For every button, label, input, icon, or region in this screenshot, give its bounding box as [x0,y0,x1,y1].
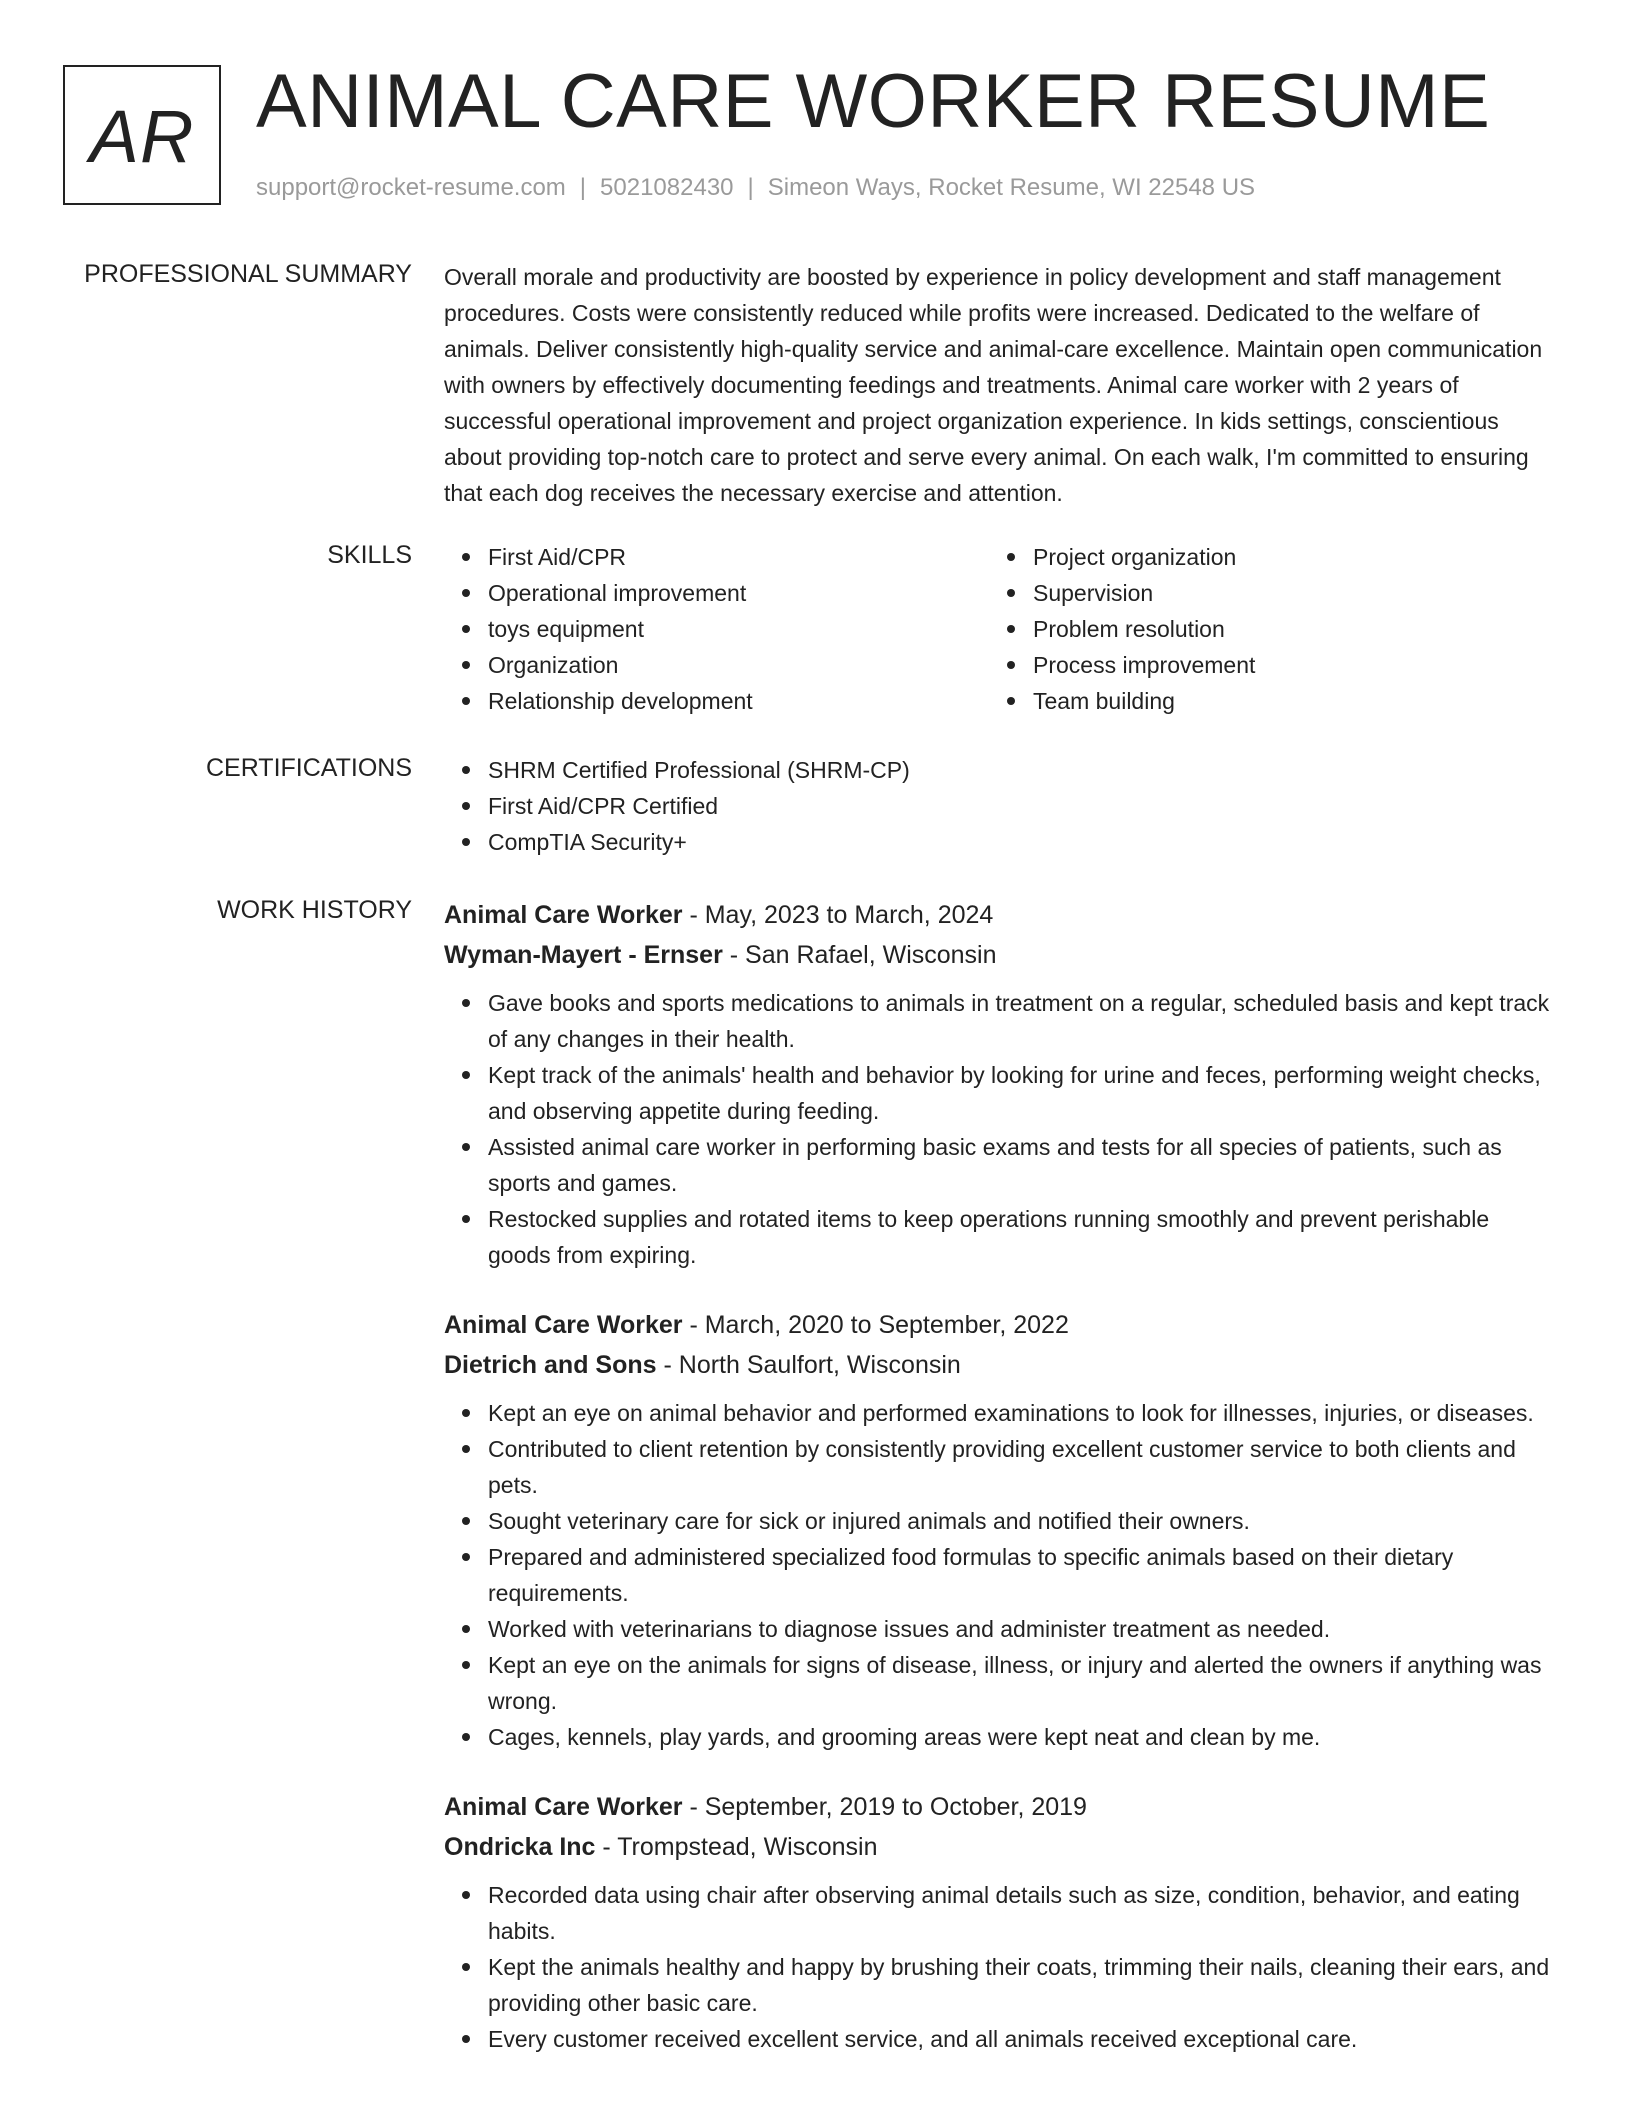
contact-address: Simeon Ways, Rocket Resume, WI 22548 US [767,174,1256,201]
job-title-line [444,1305,1556,1345]
skills-heading: SKILLS [327,541,412,569]
skill-item: Team building [1033,683,1534,719]
certifications-heading: CERTIFICATIONS [205,754,412,782]
skills-section [444,539,1556,719]
job-company-line [444,1345,1556,1385]
contact-separator: | [747,174,754,201]
job-dates: - September, 2019 to October, 2019 [682,1793,1087,1821]
certification-item: CompTIA Security+ [488,824,1556,860]
job-location: - Trompstead, Wisconsin [595,1833,878,1861]
job-bullet: Worked with veterinarians to diagnose issues and administer treatment as needed. [488,1611,1556,1647]
skills-column-left [444,539,989,719]
job-location: - North Saulfort, Wisconsin [656,1351,961,1379]
skill-item: Project organization [1033,539,1534,575]
job-bullet: Every customer received excellent service, and all animals received exceptional care. [488,2021,1556,2057]
job-location: - San Rafael, Wisconsin [722,941,997,969]
skill-item: First Aid/CPR [488,539,989,575]
job-dates: - May, 2023 to March, 2024 [682,901,994,929]
job-title-line [444,895,1556,935]
work-history-heading: WORK HISTORY [217,896,412,924]
job-bullet: Prepared and administered specialized food formulas to specific animals based on their dietary requirements. [488,1539,1556,1611]
job-entry [444,895,1556,1273]
job-bullet: Cages, kennels, play yards, and grooming areas were kept neat and clean by me. [488,1719,1556,1755]
job-bullet: Kept the animals healthy and happy by brushing their coats, trimming their nails, cleaning their ears, and providing other basic care. [488,1949,1556,2021]
job-bullet: Contributed to client retention by consistently providing excellent customer service to both clients and pets. [488,1431,1556,1503]
job-bullets [444,1395,1556,1755]
job-entry [444,1787,1556,2057]
contact-phone: 5021082430 [600,174,734,201]
job-bullet: Gave books and sports medications to animals in treatment on a regular, scheduled basis and kept track of any changes in their health. [488,985,1556,1057]
job-company-line [444,1827,1556,1867]
job-bullets [444,1877,1556,2057]
job-bullet: Recorded data using chair after observing animal details such as size, condition, behavior, and eating habits. [488,1877,1556,1949]
skill-item: Operational improvement [488,575,989,611]
job-bullet: Kept an eye on the animals for signs of disease, illness, or injury and alerted the owners if anything was wrong. [488,1647,1556,1719]
job-title: Animal Care Worker [444,901,683,929]
summary-heading: PROFESSIONAL SUMMARY [84,260,412,288]
certification-item: First Aid/CPR Certified [488,788,1556,824]
resume-title: ANIMAL CARE WORKER RESUME [256,59,1491,144]
job-dates: - March, 2020 to September, 2022 [682,1311,1069,1339]
skill-item: Process improvement [1033,647,1534,683]
job-title: Animal Care Worker [444,1311,683,1339]
summary-section [444,259,1556,511]
job-company: Ondricka Inc [444,1833,596,1861]
job-company-line [444,935,1556,975]
job-bullet: Kept an eye on animal behavior and performed examinations to look for illnesses, injuries, or diseases. [488,1395,1556,1431]
skill-item: Problem resolution [1033,611,1534,647]
job-entry [444,1305,1556,1755]
job-bullet: Restocked supplies and rotated items to keep operations running smoothly and prevent perishable goods from expiring. [488,1201,1556,1273]
contact-line [256,174,1255,202]
skill-item: Organization [488,647,989,683]
skills-list-right [989,539,1534,719]
job-company: Wyman-Mayert - Ernser [444,941,723,969]
contact-separator: | [579,174,587,201]
certifications-list [444,752,1556,860]
contact-email: support@rocket-resume.com [256,174,566,201]
job-bullet: Kept track of the animals' health and behavior by looking for urine and feces, performing weight checks, and observing appetite during feeding. [488,1057,1556,1129]
monogram-initials: AR [89,94,195,178]
monogram-box [63,65,221,205]
skill-item: Relationship development [488,683,989,719]
certification-item: SHRM Certified Professional (SHRM-CP) [488,752,1556,788]
skill-item: toys equipment [488,611,989,647]
skills-column-right [989,539,1534,719]
certifications-section [444,752,1556,860]
job-bullet: Assisted animal care worker in performing basic exams and tests for all species of patients, such as sports and games. [488,1129,1556,1201]
job-bullets [444,985,1556,1273]
job-bullet: Sought veterinary care for sick or injured animals and notified their owners. [488,1503,1556,1539]
job-title-line [444,1787,1556,1827]
job-company: Dietrich and Sons [444,1351,657,1379]
skills-grid [444,539,1556,719]
work-history-section [444,895,1556,2089]
summary-text: Overall morale and productivity are boosted by experience in policy development and staff management procedures. Costs were consistently reduced while profits were increased. Dedicated to the welfare of animals. Deliver consistently high-quality service and animal-care excellence. Maintain open communication with owners by effectively documenting feedings and treatments. Animal care worker with 2 years of successful operational improvement and project organization experience. In kids settings, conscientious about providing top-notch care to protect and serve every animal. On each walk, I'm committed to ensuring that each dog receives the necessary exercise and attention. [444,264,1543,506]
job-title: Animal Care Worker [444,1793,683,1821]
skills-list-left [444,539,989,719]
skill-item: Supervision [1033,575,1534,611]
